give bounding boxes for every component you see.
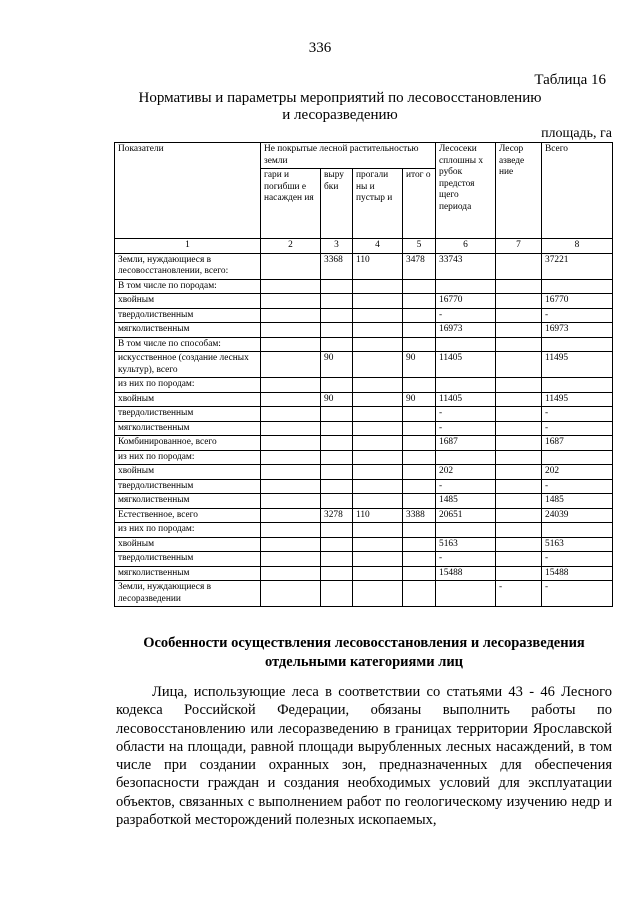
value-cell xyxy=(353,552,403,567)
table-row xyxy=(115,421,613,436)
value-cell xyxy=(403,450,436,465)
table-row xyxy=(115,494,613,509)
row-label-cell: мягколиственным xyxy=(115,494,261,509)
col-number: 2 xyxy=(261,239,321,254)
table-row xyxy=(115,352,613,378)
value-cell xyxy=(261,494,321,509)
value-cell xyxy=(436,279,496,294)
value-cell: 3478 xyxy=(403,253,436,279)
value-cell xyxy=(496,508,542,523)
value-cell: 1485 xyxy=(542,494,613,509)
value-cell xyxy=(436,581,496,607)
value-cell xyxy=(353,436,403,451)
value-cell: 202 xyxy=(542,465,613,480)
value-cell: 16973 xyxy=(436,323,496,338)
row-label-cell: из них по породам: xyxy=(115,378,261,393)
row-label-cell: твердолиственным xyxy=(115,308,261,323)
value-cell xyxy=(353,566,403,581)
value-cell xyxy=(321,421,353,436)
value-cell xyxy=(353,294,403,309)
value-cell: 24039 xyxy=(542,508,613,523)
row-label-cell: хвойным xyxy=(115,537,261,552)
value-cell xyxy=(261,308,321,323)
value-cell: 11495 xyxy=(542,392,613,407)
value-cell xyxy=(261,552,321,567)
value-cell xyxy=(496,407,542,422)
value-cell xyxy=(261,294,321,309)
value-cell: 1687 xyxy=(436,436,496,451)
table-row xyxy=(115,581,613,607)
value-cell: 1485 xyxy=(436,494,496,509)
value-cell xyxy=(353,450,403,465)
value-cell xyxy=(353,523,403,538)
value-cell: - xyxy=(542,407,613,422)
value-cell xyxy=(436,337,496,352)
table-row xyxy=(115,378,613,393)
value-cell xyxy=(261,581,321,607)
value-cell xyxy=(403,465,436,480)
col-number: 4 xyxy=(353,239,403,254)
col-number: 8 xyxy=(542,239,613,254)
value-cell xyxy=(496,450,542,465)
unit-label: площадь, га xyxy=(541,126,612,141)
col-number: 3 xyxy=(321,239,353,254)
value-cell xyxy=(261,337,321,352)
table-title xyxy=(120,90,560,124)
value-cell xyxy=(496,308,542,323)
row-label-cell: В том числе по способам: xyxy=(115,337,261,352)
value-cell xyxy=(353,308,403,323)
header-glades: прогали ны и пустыр и xyxy=(353,169,403,239)
value-cell xyxy=(542,523,613,538)
value-cell xyxy=(403,421,436,436)
value-cell xyxy=(403,566,436,581)
value-cell: 33743 xyxy=(436,253,496,279)
value-cell xyxy=(496,494,542,509)
value-cell xyxy=(353,407,403,422)
value-cell xyxy=(403,494,436,509)
value-cell: 11495 xyxy=(542,352,613,378)
row-label-cell: Комбинированное, всего xyxy=(115,436,261,451)
col-number: 1 xyxy=(115,239,261,254)
value-cell xyxy=(261,392,321,407)
value-cell xyxy=(496,392,542,407)
header-row-1 xyxy=(115,143,613,169)
value-cell: - xyxy=(542,581,613,607)
value-cell: 15488 xyxy=(542,566,613,581)
header-burned: гари и погибши е насажден ия xyxy=(261,169,321,239)
value-cell xyxy=(261,479,321,494)
table-title-line-1: Нормативы и параметры мероприятий по лесовосстановлению xyxy=(138,90,542,106)
value-cell xyxy=(436,523,496,538)
value-cell xyxy=(321,279,353,294)
row-label-cell: из них по породам: xyxy=(115,450,261,465)
value-cell xyxy=(403,436,436,451)
value-cell xyxy=(261,407,321,422)
value-cell xyxy=(542,378,613,393)
row-label-cell: твердолиственным xyxy=(115,552,261,567)
value-cell xyxy=(496,421,542,436)
value-cell: 3278 xyxy=(321,508,353,523)
value-cell: - xyxy=(542,479,613,494)
table-row xyxy=(115,308,613,323)
value-cell xyxy=(403,537,436,552)
row-label-cell: Земли, нуждающиеся в лесовосстановлении, всего: xyxy=(115,253,261,279)
value-cell xyxy=(353,465,403,480)
value-cell xyxy=(353,279,403,294)
value-cell xyxy=(403,294,436,309)
value-cell xyxy=(261,465,321,480)
value-cell xyxy=(261,537,321,552)
value-cell xyxy=(496,552,542,567)
value-cell xyxy=(353,392,403,407)
value-cell xyxy=(403,337,436,352)
value-cell xyxy=(403,323,436,338)
col-number: 7 xyxy=(496,239,542,254)
value-cell xyxy=(261,279,321,294)
value-cell xyxy=(353,421,403,436)
value-cell xyxy=(403,407,436,422)
table-row xyxy=(115,508,613,523)
value-cell: 110 xyxy=(353,253,403,279)
value-cell: 16770 xyxy=(436,294,496,309)
value-cell: - xyxy=(436,308,496,323)
table-row xyxy=(115,279,613,294)
value-cell xyxy=(496,352,542,378)
value-cell: - xyxy=(436,479,496,494)
row-label-cell: мягколиственным xyxy=(115,566,261,581)
value-cell xyxy=(403,378,436,393)
row-label-cell: В том числе по породам: xyxy=(115,279,261,294)
value-cell xyxy=(353,494,403,509)
value-cell: 110 xyxy=(353,508,403,523)
value-cell xyxy=(321,323,353,338)
table-row xyxy=(115,537,613,552)
value-cell: - xyxy=(542,308,613,323)
value-cell xyxy=(261,450,321,465)
norms-table xyxy=(114,142,613,607)
value-cell xyxy=(496,337,542,352)
value-cell xyxy=(321,465,353,480)
value-cell: - xyxy=(496,581,542,607)
value-cell xyxy=(321,552,353,567)
value-cell xyxy=(403,279,436,294)
value-cell xyxy=(321,337,353,352)
value-cell: 3388 xyxy=(403,508,436,523)
value-cell xyxy=(403,552,436,567)
value-cell: 90 xyxy=(403,392,436,407)
page-number: 336 xyxy=(308,40,332,56)
value-cell xyxy=(321,308,353,323)
value-cell xyxy=(542,337,613,352)
value-cell: 90 xyxy=(321,392,353,407)
value-cell xyxy=(403,523,436,538)
value-cell xyxy=(403,308,436,323)
value-cell: 16973 xyxy=(542,323,613,338)
table-row xyxy=(115,392,613,407)
table-title-line-2: и лесоразведению xyxy=(282,107,398,123)
value-cell xyxy=(496,323,542,338)
value-cell xyxy=(403,479,436,494)
header-clearcut: Лесосеки сплошны х рубок предстоя щего периода xyxy=(436,143,496,239)
value-cell: 90 xyxy=(321,352,353,378)
table-row xyxy=(115,450,613,465)
value-cell xyxy=(321,494,353,509)
row-label-cell: Земли, нуждающиеся в лесоразведении xyxy=(115,581,261,607)
value-cell: 20651 xyxy=(436,508,496,523)
table-row xyxy=(115,566,613,581)
value-cell xyxy=(353,352,403,378)
value-cell xyxy=(321,537,353,552)
value-cell xyxy=(321,436,353,451)
col-number: 5 xyxy=(403,239,436,254)
table-row xyxy=(115,337,613,352)
value-cell: - xyxy=(436,552,496,567)
value-cell xyxy=(496,523,542,538)
value-cell xyxy=(353,337,403,352)
header-total: итог о xyxy=(403,169,436,239)
value-cell: 1687 xyxy=(542,436,613,451)
table-row xyxy=(115,253,613,279)
value-cell: 90 xyxy=(403,352,436,378)
table-label: Таблица 16 xyxy=(534,72,606,88)
value-cell: 15488 xyxy=(436,566,496,581)
body-paragraph: Лица, использующие леса в соответствии со статьями 43 - 46 Лесного кодекса Российской Федерации, обязаны выполнить работы по лесовосстановлению или лесоразведению в границах территории Ярославской области на площади, равной площади вырубленных лесных насаждений, в том числе при создании охранных зон, предназначенных для обеспечения безопасности граждан и создания необходимых условий для эксплуатации объектов, связанных с выполнением работ по геологическому изучению недр и разработкой месторождений полезных ископаемых, xyxy=(116,684,612,829)
table-row xyxy=(115,294,613,309)
value-cell: 5163 xyxy=(436,537,496,552)
row-label-cell: искусственное (создание лесных культур), всего xyxy=(115,352,261,378)
value-cell xyxy=(321,294,353,309)
value-cell xyxy=(261,253,321,279)
value-cell: 3368 xyxy=(321,253,353,279)
value-cell xyxy=(353,581,403,607)
value-cell xyxy=(321,581,353,607)
value-cell xyxy=(436,378,496,393)
value-cell xyxy=(261,508,321,523)
header-afforestation: Лесор азведе ние xyxy=(496,143,542,239)
row-label-cell: твердолиственным xyxy=(115,407,261,422)
header-all: Всего xyxy=(542,143,613,239)
value-cell xyxy=(261,523,321,538)
value-cell xyxy=(321,523,353,538)
value-cell xyxy=(353,479,403,494)
table-row xyxy=(115,479,613,494)
value-cell xyxy=(261,378,321,393)
value-cell: 11405 xyxy=(436,352,496,378)
value-cell xyxy=(261,352,321,378)
value-cell: 202 xyxy=(436,465,496,480)
value-cell xyxy=(436,450,496,465)
value-cell xyxy=(496,537,542,552)
row-label-cell: хвойным xyxy=(115,392,261,407)
value-cell xyxy=(353,378,403,393)
value-cell xyxy=(261,436,321,451)
value-cell: 37221 xyxy=(542,253,613,279)
value-cell xyxy=(261,421,321,436)
value-cell xyxy=(496,253,542,279)
row-label-cell: Естественное, всего xyxy=(115,508,261,523)
value-cell xyxy=(542,279,613,294)
table-row xyxy=(115,407,613,422)
value-cell xyxy=(321,479,353,494)
value-cell: 16770 xyxy=(542,294,613,309)
row-label-cell: хвойным xyxy=(115,294,261,309)
col-number: 6 xyxy=(436,239,496,254)
value-cell xyxy=(403,581,436,607)
value-cell xyxy=(261,566,321,581)
row-label-cell: твердолиственным xyxy=(115,479,261,494)
table-row xyxy=(115,323,613,338)
value-cell xyxy=(542,450,613,465)
column-numbers-row xyxy=(115,239,613,254)
value-cell: - xyxy=(542,552,613,567)
row-label-cell: мягколиственным xyxy=(115,323,261,338)
value-cell xyxy=(496,479,542,494)
value-cell xyxy=(321,378,353,393)
table-row xyxy=(115,465,613,480)
row-label-cell: хвойным xyxy=(115,465,261,480)
row-label-cell: из них по породам: xyxy=(115,523,261,538)
value-cell xyxy=(496,294,542,309)
value-cell xyxy=(261,323,321,338)
value-cell xyxy=(496,436,542,451)
value-cell: - xyxy=(436,421,496,436)
value-cell xyxy=(496,279,542,294)
table-row xyxy=(115,436,613,451)
value-cell: - xyxy=(436,407,496,422)
value-cell xyxy=(353,323,403,338)
value-cell xyxy=(496,465,542,480)
value-cell xyxy=(496,378,542,393)
header-cutover: выру бки xyxy=(321,169,353,239)
value-cell xyxy=(321,407,353,422)
value-cell: 11405 xyxy=(436,392,496,407)
table-row xyxy=(115,523,613,538)
section-heading: Особенности осуществления лесовосстановления и лесоразведения отдельными категориями лиц xyxy=(143,635,585,670)
value-cell xyxy=(496,566,542,581)
table-row xyxy=(115,552,613,567)
value-cell xyxy=(321,450,353,465)
value-cell: - xyxy=(542,421,613,436)
value-cell xyxy=(353,537,403,552)
header-not-covered: Не покрытые лесной растительностью земли xyxy=(261,143,436,169)
value-cell xyxy=(321,566,353,581)
row-label-cell: мягколиственным xyxy=(115,421,261,436)
value-cell: 5163 xyxy=(542,537,613,552)
header-indicators: Показатели xyxy=(115,143,261,239)
